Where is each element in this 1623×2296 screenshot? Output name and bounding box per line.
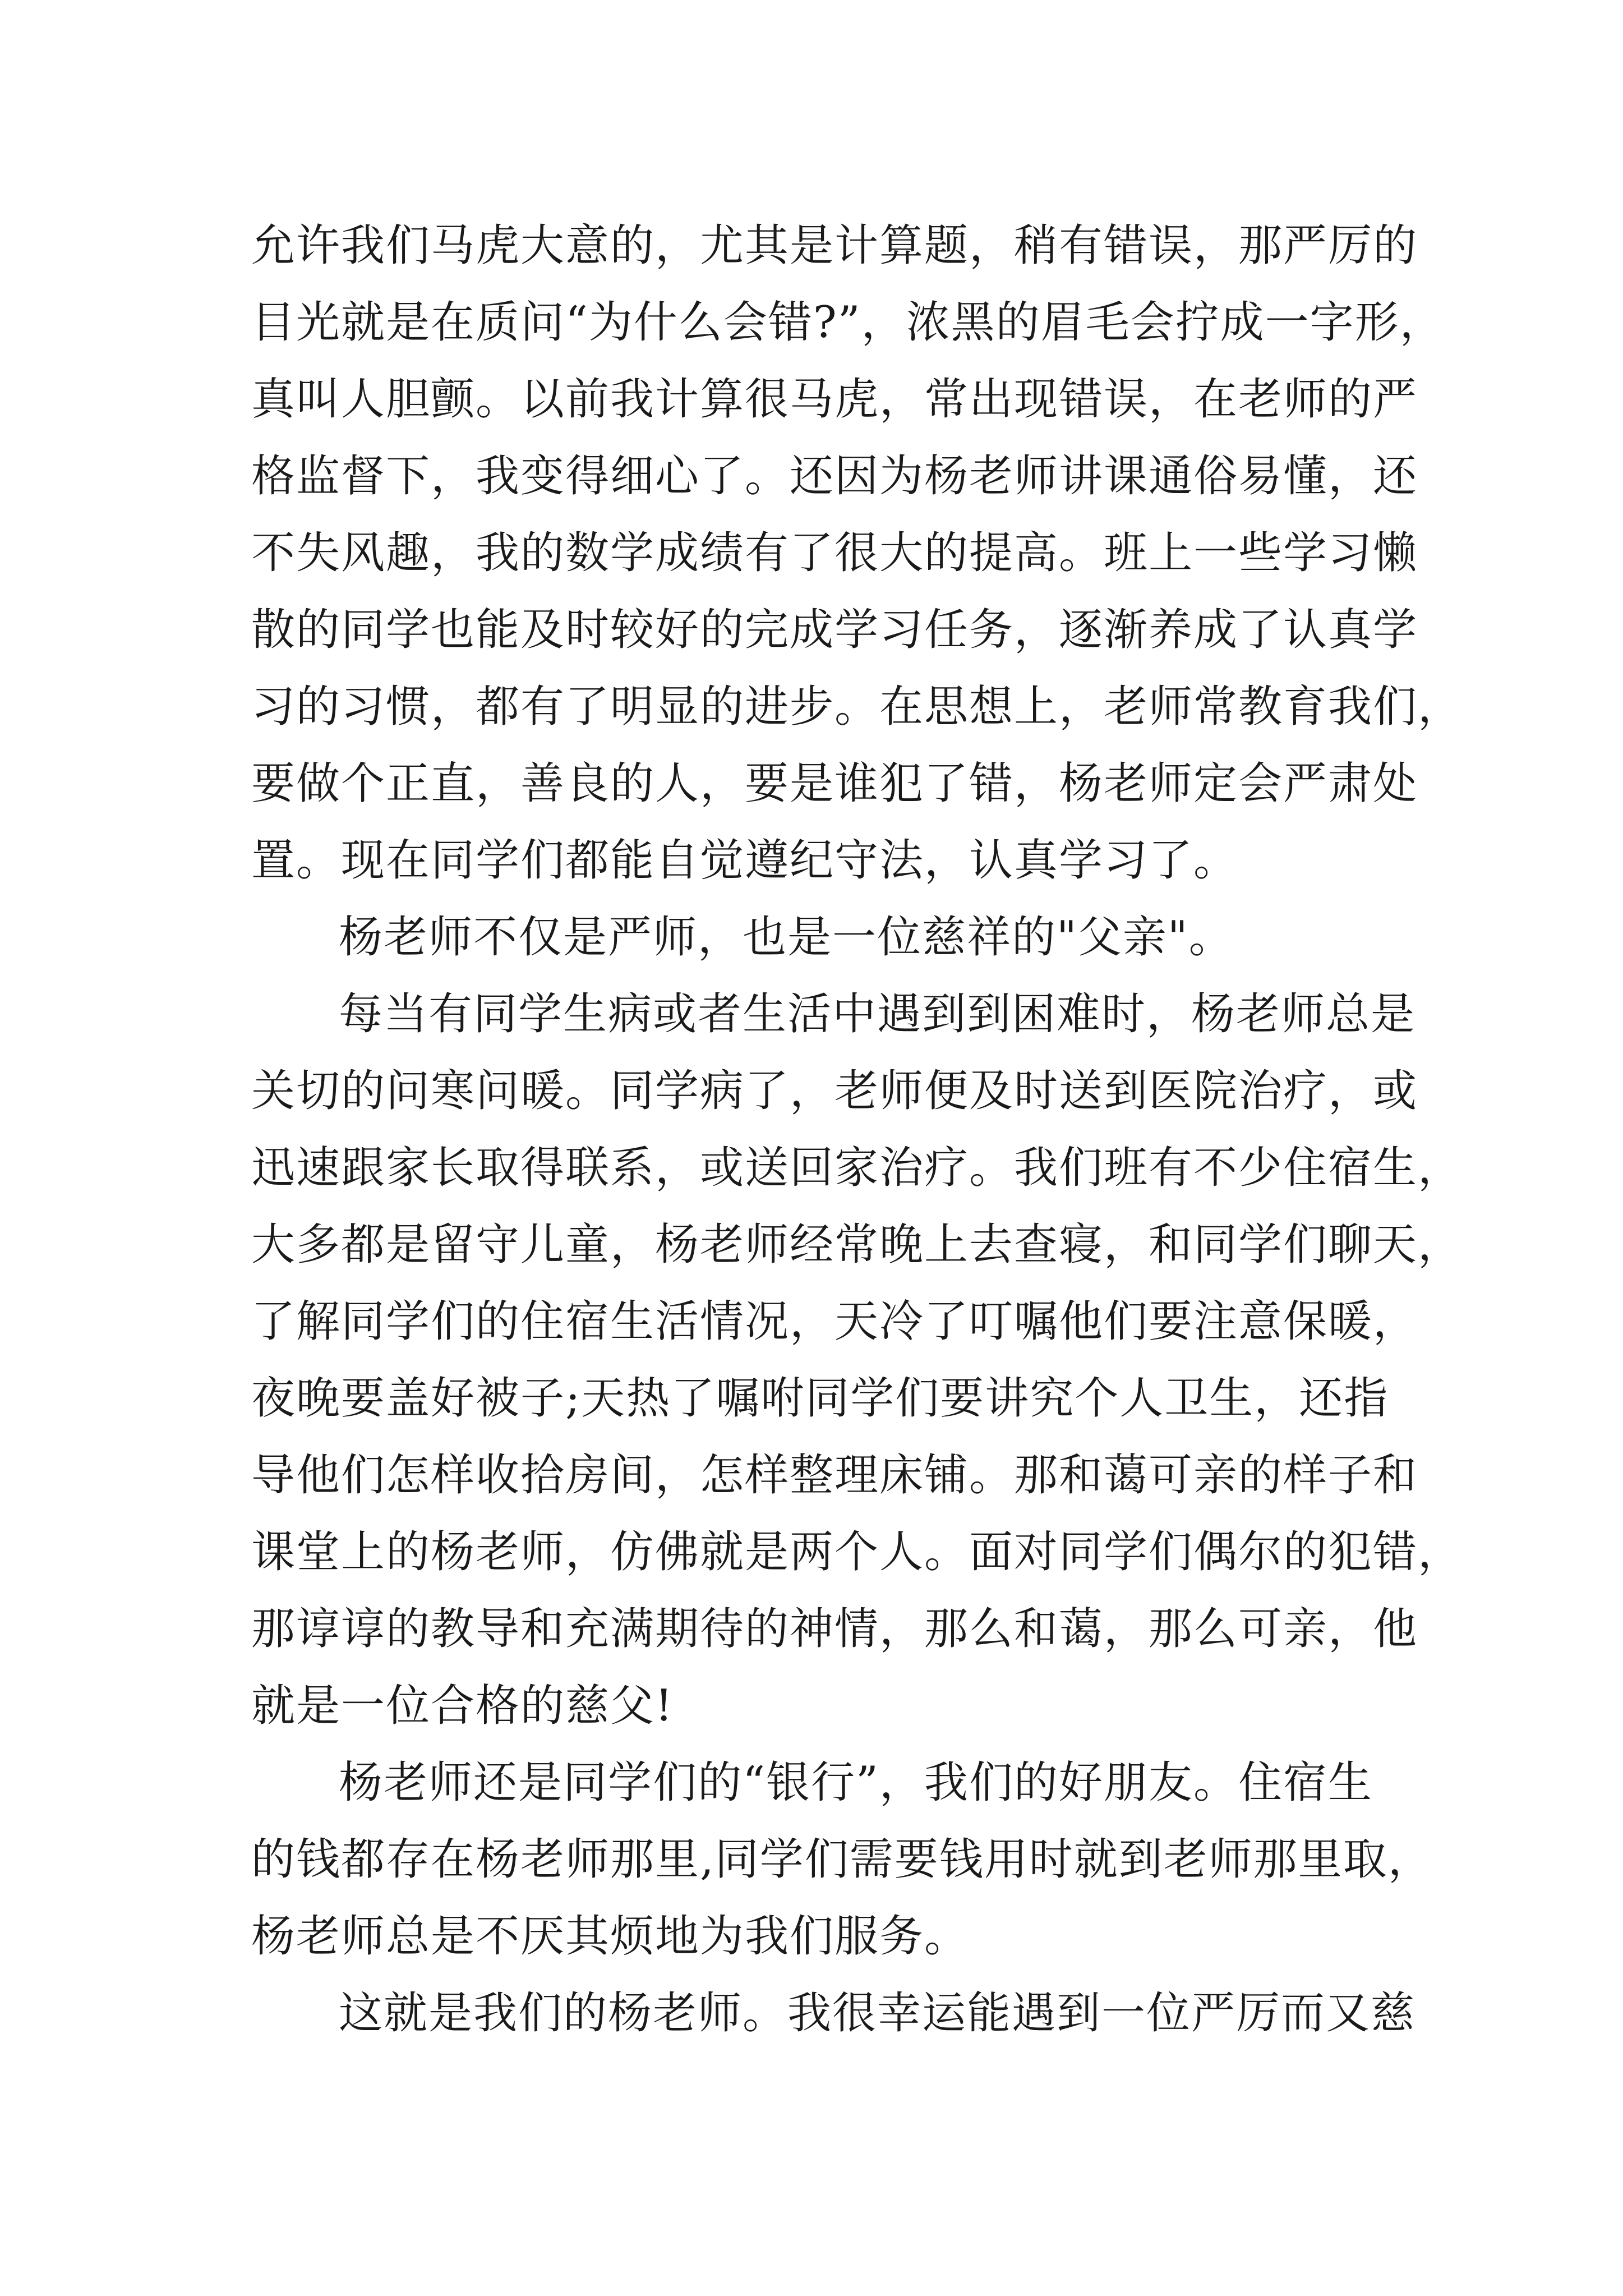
text-line: 导他们怎样收拾房间，怎样整理床铺。那和蔼可亲的样子和 [251,1450,1418,1501]
text-line: 关切的问寒问暖。同学病了，老师便及时送到医院治疗，或 [251,1066,1418,1116]
text-line: 真叫人胆颤。以前我计算很马虎，常出现错误，在老师的严 [251,374,1418,425]
text-line: 格监督下，我变得细心了。还因为杨老师讲课通俗易懂，还 [251,451,1418,501]
text-line: 这就是我们的杨老师。我很幸运能遇到一位严厉而又慈 [339,1988,1416,2039]
text-line: 的钱都存在杨老师那里,同学们需要钱用时就到老师那里取， [251,1834,1433,1885]
text-line: 了解同学们的住宿生活情况，天冷了叮嘱他们要注意保暖， [251,1296,1418,1347]
text-line: 不失风趣，我的数学成绩有了很大的提高。班上一些学习懒 [251,528,1418,578]
text-line: 要做个正直，善良的人，要是谁犯了错，杨老师定会严肃处 [251,758,1418,809]
text-line: 置。现在同学们都能自觉遵纪守法，认真学习了。 [251,835,1239,886]
text-line: 杨老师还是同学们的“银行”，我们的好朋友。住宿生 [339,1757,1373,1808]
paragraph-caring [251,976,1463,1745]
paragraph-kind-father [251,899,1373,976]
text-line: 杨老师总是不厌其烦地为我们服务。 [251,1911,970,1962]
body-text [251,208,1463,2052]
text-line: 允许我们马虎大意的，尤其是计算题，稍有错误，那严厉的 [251,220,1418,271]
paragraph-strict-teacher [251,208,1463,899]
text-line: 目光就是在质问“为什么会错?”，浓黑的眉毛会拧成一字形， [251,297,1445,348]
text-line: 夜晚要盖好被子;天热了嘱咐同学们要讲究个人卫生，还指 [251,1373,1389,1424]
text-line: 课堂上的杨老师，仿佛就是两个人。面对同学们偶尔的犯错， [251,1527,1463,1577]
paragraph-conclusion [251,1975,1416,2052]
text-line: 杨老师不仅是严师，也是一位慈祥的"父亲"。 [339,912,1234,963]
paragraph-bank [251,1745,1433,1975]
text-line: 习的习惯，都有了明显的进步。在思想上，老师常教育我们， [251,682,1463,732]
text-line: 散的同学也能及时较好的完成学习任务，逐渐养成了认真学 [251,605,1418,655]
text-line: 那谆谆的教导和充满期待的神情，那么和蔼，那么可亲，他 [251,1604,1418,1654]
text-line: 迅速跟家长取得联系，或送回家治疗。我们班有不少住宿生， [251,1143,1463,1193]
text-line: 每当有同学生病或者生活中遇到到困难时，杨老师总是 [339,989,1416,1039]
text-line: 就是一位合格的慈父! [251,1681,674,1731]
text-line: 大多都是留守儿童，杨老师经常晚上去查寝，和同学们聊天， [251,1220,1463,1270]
